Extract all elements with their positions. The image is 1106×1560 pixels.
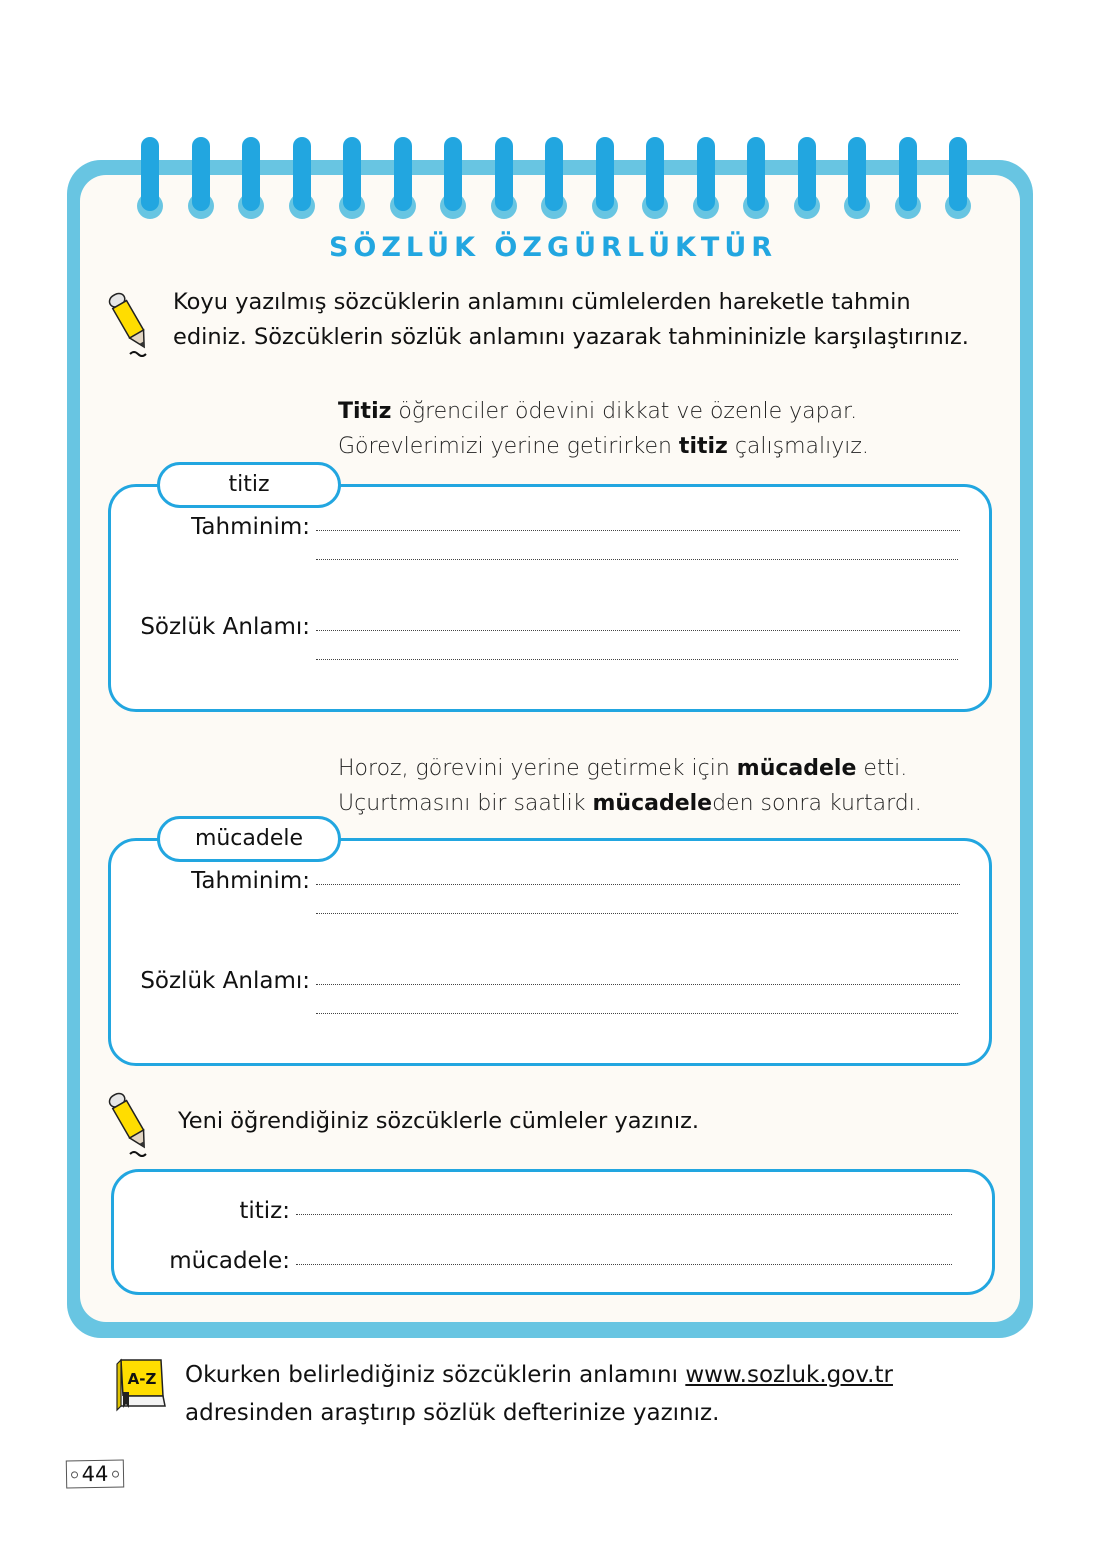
meaning-row-continued[interactable] xyxy=(120,662,958,698)
guess-row[interactable] xyxy=(120,514,960,550)
footer-text-2: adresinden araştırıp sözlük defterinize yazınız. xyxy=(185,1400,720,1426)
sentence-row-titiz[interactable] xyxy=(120,1198,952,1234)
instruction-line-2: ediniz. Sözcüklerin sözlük anlamını yazarak tahmininizle karşılaştırınız. xyxy=(173,324,969,350)
example-sentences-mucadele xyxy=(338,751,922,821)
guess-label: Tahminim: xyxy=(191,514,310,540)
svg-text:A-Z: A-Z xyxy=(127,1370,157,1388)
sozluk-link[interactable]: www.sozluk.gov.tr xyxy=(685,1362,893,1388)
pencil-icon xyxy=(108,288,156,360)
guess-input-line-2[interactable] xyxy=(316,559,958,560)
meaning-row[interactable] xyxy=(120,614,960,650)
guess-row-continued[interactable] xyxy=(120,916,958,952)
page-number xyxy=(66,1459,124,1488)
example-sentence: Titiz öğrenciler ödevini dikkat ve özenle yapar. xyxy=(338,399,858,424)
footer-note xyxy=(185,1356,893,1432)
guess-row[interactable] xyxy=(120,868,960,904)
sentence-label: titiz: xyxy=(239,1198,290,1224)
instruction-line-1: Koyu yazılmış sözcüklerin anlamını cümlelerden hareketle tahmin xyxy=(173,289,911,315)
dictionary-book-icon xyxy=(113,1356,171,1412)
example-sentence: Horoz, görevini yerine getirmek için mücadele etti. xyxy=(338,756,908,781)
meaning-input-line-2[interactable] xyxy=(316,659,958,660)
page-number-text: 44 xyxy=(81,1461,109,1487)
guess-row-continued[interactable] xyxy=(120,562,958,598)
sentence-row-mucadele[interactable] xyxy=(120,1248,952,1284)
meaning-row-continued[interactable] xyxy=(120,1016,958,1052)
meaning-input-line-2[interactable] xyxy=(316,1013,958,1014)
example-sentences-titiz xyxy=(338,394,869,464)
sentence-input-line[interactable] xyxy=(296,1264,952,1265)
sentence-input-line[interactable] xyxy=(296,1214,952,1215)
guess-input-line[interactable] xyxy=(316,530,960,531)
guess-label: Tahminim: xyxy=(191,868,310,894)
sentence-label: mücadele: xyxy=(169,1248,290,1274)
page-title: SÖZLÜK ÖZGÜRLÜKTÜR xyxy=(328,232,778,263)
example-sentence: Görevlerimizi yerine getirirken titiz çalışmalıyız. xyxy=(338,434,869,459)
example-sentence: Uçurtmasını bir saatlik mücadeleden sonra kurtardı. xyxy=(338,791,922,816)
pencil-icon xyxy=(108,1088,156,1160)
footer-text-1: Okurken belirlediğiniz sözcüklerin anlamını xyxy=(185,1362,686,1388)
word-tab-titiz: titiz xyxy=(157,462,341,508)
word-tab-mucadele: mücadele xyxy=(157,816,341,862)
instruction-2-text: Yeni öğrendiğiniz sözcüklerle cümleler yazınız. xyxy=(178,1108,700,1134)
meaning-input-line[interactable] xyxy=(316,984,960,985)
guess-input-line-2[interactable] xyxy=(316,913,958,914)
meaning-label: Sözlük Anlamı: xyxy=(140,614,310,640)
meaning-row[interactable] xyxy=(120,968,960,1004)
instruction-text xyxy=(173,285,969,355)
guess-input-line[interactable] xyxy=(316,884,960,885)
meaning-label: Sözlük Anlamı: xyxy=(140,968,310,994)
meaning-input-line[interactable] xyxy=(316,630,960,631)
